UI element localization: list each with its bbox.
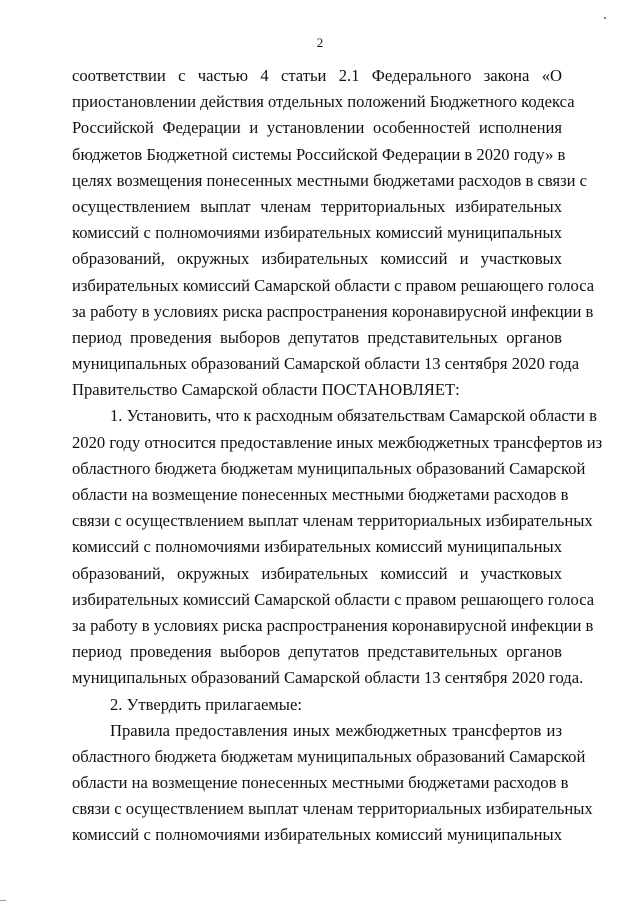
text-line: 1. Установить, что к расходным обязательствам Самарской области в <box>110 406 597 426</box>
scan-edge-mark <box>0 900 6 901</box>
text-line: осуществлением выплат членам территориальных избирательных <box>72 196 562 216</box>
text-line: соответствии с частью 4 статьи 2.1 Федерального закона «О <box>72 66 562 85</box>
text-line: за работу в условиях риска распространения коронавирусной инфекции в <box>72 301 594 321</box>
text-line: образований, окружных избирательных комиссий и участковых <box>72 563 562 583</box>
text-line: комиссий с полномочиями избирательных комиссий муниципальных <box>72 825 562 845</box>
text-line: областного бюджета бюджетам муниципальных образований Самарской <box>72 458 586 478</box>
text-line: Правила предоставления иных межбюджетных трансфертов из <box>110 720 562 740</box>
text-line: связи с осуществлением выплат членам территориальных избирательных <box>72 511 593 531</box>
scan-speck <box>604 17 606 19</box>
text-line: 2. Утвердить прилагаемые: <box>110 694 302 714</box>
document-body <box>72 63 603 849</box>
text-line: период проведения выборов депутатов представительных органов <box>72 327 562 347</box>
text-line: комиссий с полномочиями избирательных комиссий муниципальных <box>72 537 562 557</box>
text-line: период проведения выборов депутатов представительных органов <box>72 642 562 662</box>
text-line: за работу в условиях риска распространения коронавирусной инфекции в <box>72 615 594 635</box>
text-line: бюджетов Бюджетной системы Российской Федерации в 2020 году» в <box>72 144 566 164</box>
text-line: избирательных комиссий Самарской области с правом решающего голоса <box>72 275 595 295</box>
text-line: 2020 году относится предоставление иных межбюджетных трансфертов из <box>72 432 603 452</box>
text-line: приостановлении действия отдельных положений Бюджетного кодекса <box>72 92 575 112</box>
text-line: образований, окружных избирательных комиссий и участковых <box>72 249 562 269</box>
text-line: целях возмещения понесенных местными бюджетами расходов в связи с <box>72 170 588 190</box>
text-line: Российской Федерации и установлении особенностей исполнения <box>72 118 562 138</box>
paragraph-item-2 <box>72 692 562 718</box>
text-line: муниципальных образований Самарской области 13 сентября 2020 года. <box>72 668 584 688</box>
text-line: области на возмещение понесенных местными бюджетами расходов в <box>72 773 569 793</box>
paragraph-rules <box>72 718 593 849</box>
text-line: областного бюджета бюджетам муниципальных образований Самарской <box>72 746 586 766</box>
paragraph-item-1 <box>72 403 603 691</box>
text-line: муниципальных образований Самарской области 13 сентября 2020 года <box>72 354 580 374</box>
text-line: связи с осуществлением выплат членам территориальных избирательных <box>72 799 593 819</box>
page-number: 2 <box>316 35 324 50</box>
text-line: комиссий с полномочиями избирательных комиссий муниципальных <box>72 223 562 243</box>
text-line: Правительство Самарской области ПОСТАНОВЛЯЕТ: <box>72 380 460 400</box>
paragraph-preamble <box>72 63 595 403</box>
text-line: области на возмещение понесенных местными бюджетами расходов в <box>72 485 569 504</box>
text-line: избирательных комиссий Самарской области с правом решающего голоса <box>72 589 595 609</box>
